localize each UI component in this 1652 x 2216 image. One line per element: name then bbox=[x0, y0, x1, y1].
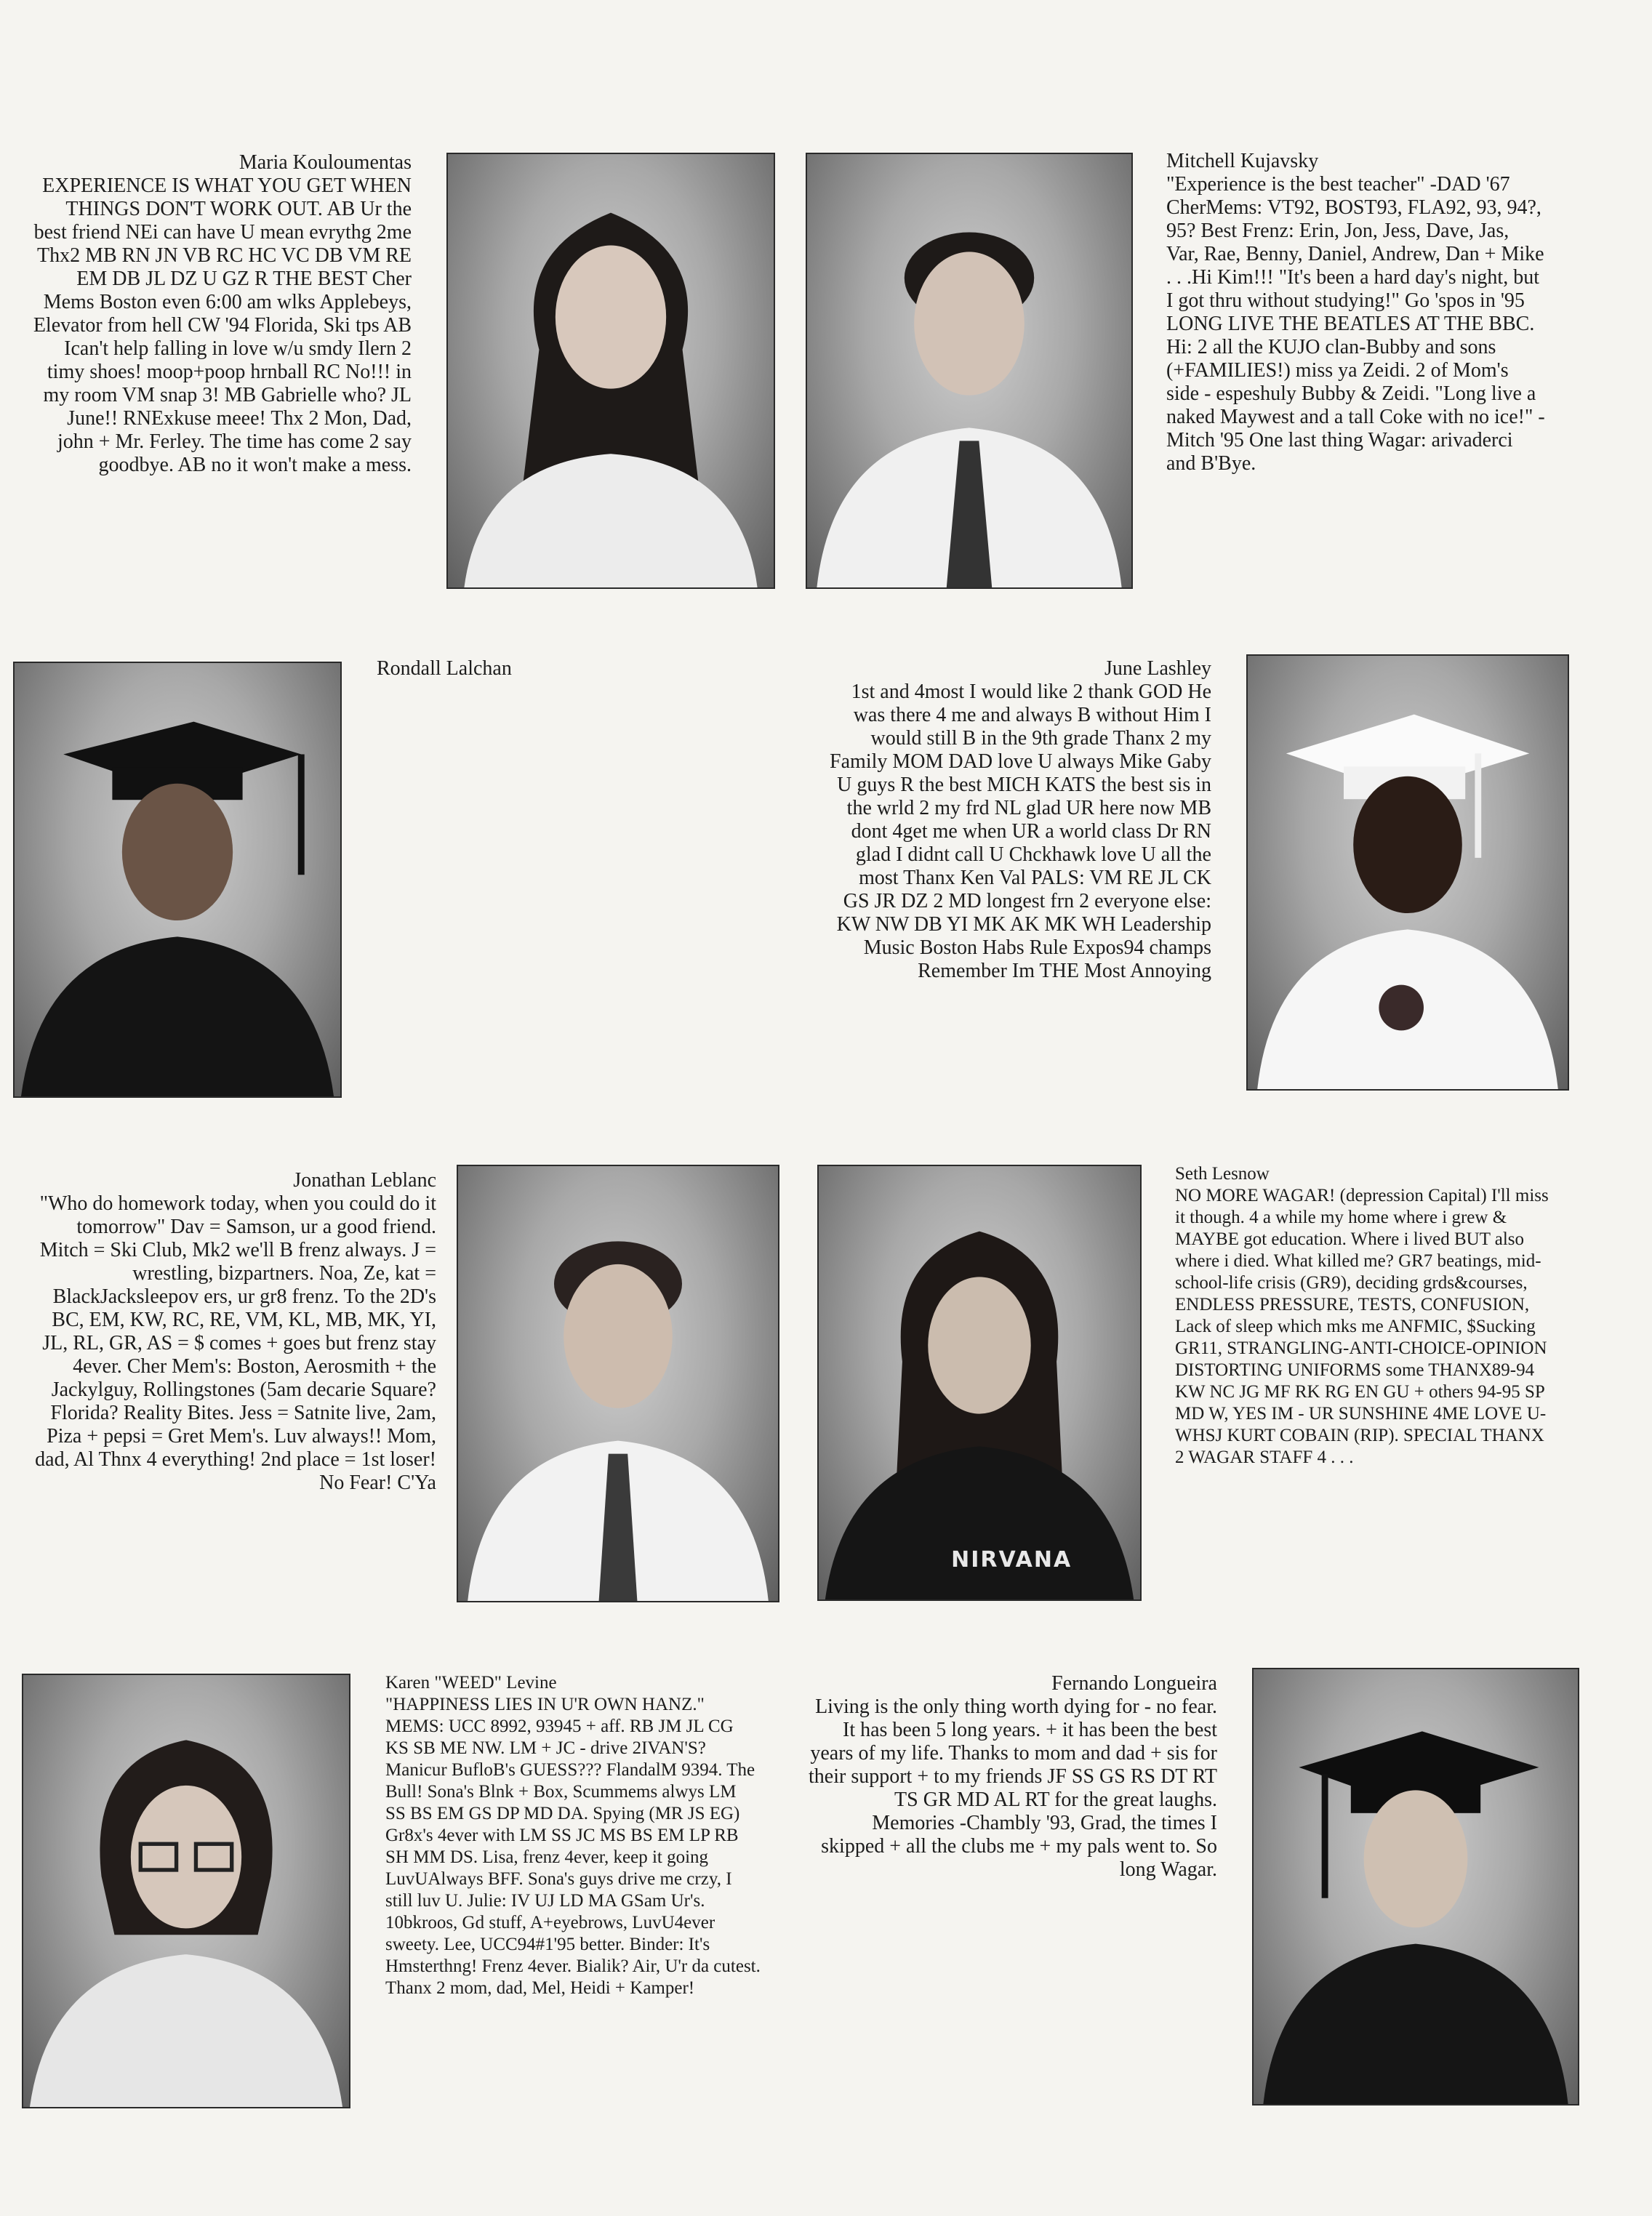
student-name: Jonathan Leblanc bbox=[293, 1169, 436, 1192]
student-photo-lalchan bbox=[13, 662, 342, 1098]
graduation-cap-portrait-icon bbox=[1254, 1669, 1578, 2104]
student-name: June Lashley bbox=[1104, 657, 1211, 680]
student-photo-leblanc bbox=[457, 1165, 779, 1602]
student-message: NO MORE WAGAR! (depression Capital) I'll miss it though. 4 a while my home where i grew & MAYBE got education. Where i lived BUT also where i died. What killed me? GR7 beatings, mid-school-life crisis (GR9), deciding grds&courses, ENDLESS PRESSURE, TESTS, CONFUSION, Lack of sleep which mks me ANFMIC, $Sucking GR11, STRANGLING-ANTI-CHOICE-OPINION DISTORTING UNIFORMS some THANX89-94 KW NC JG MF RK RG EN GU + others 94-95 SP MD W, YES IM - UR SUNSHINE 4ME LOVE U-WHSJ KURT COBAIN (RIP). SPECIAL THANX 2 WAGAR STAFF 4 . . . bbox=[1175, 1186, 1549, 1467]
student-entry-lashley bbox=[829, 657, 1211, 983]
student-message: Living is the only thing worth dying for - no fear. It has been 5 long years. + it has been the best years of my life. Thanks to mom and dad + sis for their support + to my friends JF SS GS RS DT RT TS GR MD AL RT for the great laughs. Memories -Chambly '93, Grad, the times I skipped + all the clubs me + my pals went to. So long Wagar. bbox=[809, 1695, 1217, 1881]
student-photo-levine bbox=[22, 1674, 350, 2108]
portrait-silhouette-icon bbox=[458, 1166, 778, 1601]
graduation-cap-portrait-icon bbox=[1248, 656, 1568, 1089]
graduation-cap-portrait-icon bbox=[15, 663, 340, 1096]
portrait-silhouette-icon bbox=[448, 154, 774, 587]
student-message: 1st and 4most I would like 2 thank GOD He was there 4 me and always B without Him I would still B in the 9th grade Thanx 2 my Family MOM DAD love U always Mike Gaby U guys R the best MICH KATS the best sis in the wrld 2 my frd NL glad UR here now MB dont 4get me when UR a world class Dr RN glad I didnt call U Chckhawk love U all the most Thanx Ken Val PALS: VM RE JL CK GS JR DZ 2 MD longest frn 2 everyone else: KW NW DB YI MK AK MK WH Leadership Music Boston Habs Rule Expos94 champs Remember Im THE Most Annoying bbox=[830, 681, 1211, 982]
student-name: Seth Lesnow bbox=[1175, 1164, 1270, 1184]
portrait-silhouette-icon bbox=[807, 154, 1131, 587]
student-photo-kouloumentas bbox=[446, 153, 775, 589]
student-photo-lashley bbox=[1246, 654, 1569, 1091]
student-entry-kujavsky bbox=[1166, 150, 1546, 475]
student-entry-lalchan bbox=[377, 657, 756, 681]
portrait-silhouette-icon bbox=[819, 1166, 1140, 1599]
student-message: EXPERIENCE IS WHAT YOU GET WHEN THINGS DON'T WORK OUT. AB Ur the best friend NEi can have U mean evrythg 2me Thx2 MB RN JN VB RC HC VC DB VM RE EM DB JL DZ U GZ R THE BEST Cher Mems Boston even 6:00 am wlks Applebeys, Elevator from hell CW '94 Florida, Ski tps AB Ican't help falling in love w/u smdy Ilern 2 timy shoes! moop+poop hrnball RC No!!! in my room VM snap 3! MB Gabrielle who? JL June!! RNExkuse meee! Thx 2 Mon, Dad, john + Mr. Ferley. The time has come 2 say goodbye. AB no it won't make a mess. bbox=[33, 174, 412, 476]
student-photo-lesnow bbox=[817, 1165, 1142, 1601]
student-photo-kujavsky bbox=[806, 153, 1133, 589]
student-name: Rondall Lalchan bbox=[377, 657, 512, 680]
student-entry-longueira bbox=[807, 1672, 1217, 1882]
student-entry-levine bbox=[385, 1672, 761, 1999]
student-entry-leblanc bbox=[29, 1169, 436, 1495]
student-name: Mitchell Kujavsky bbox=[1166, 150, 1319, 172]
student-message: "Who do homework today, when you could do it tomorrow" Dav = Samson, ur a good friend. Mitch = Ski Club, Mk2 we'll B frenz always. J = wrestling, bizpartners. Noa, Ze, kat = BlackJacksleepov ers, ur gr8 frenz. To the 2D's BC, EM, KW, RC, RE, VM, KL, MB, MK, YI, JL, RL, GR, AS = $ comes + goes but frenz stay 4ever. Cher Mem's: Boston, Aerosmith + the Jackylguy, Rollingstones (5am decarie Square? Florida? Reality Bites. Jess = Satnite live, 2am, Piza + pepsi = Gret Mem's. Luv always!! Mom, dad, Al Thnx 4 everything! 2nd place = 1st loser! No Fear! C'Ya bbox=[35, 1192, 436, 1494]
student-name: Maria Kouloumentas bbox=[238, 151, 412, 174]
student-name: Karen "WEED" Levine bbox=[385, 1673, 557, 1693]
student-photo-longueira bbox=[1252, 1668, 1579, 2105]
student-name: Fernando Longueira bbox=[1051, 1672, 1217, 1695]
shirt-print: NIRVANA bbox=[951, 1547, 1072, 1573]
student-message: "HAPPINESS LIES IN U'R OWN HANZ." MEMS: UCC 8992, 93945 + aff. RB JM JL CG KS SB ME NW. LM + JC - drive 2IVAN'S? Manicur BufloB's GUESS??? FlandalM 9394. The Bull! Sona's Blnk + Box, Scummems alwys LM SS BS EM GS DP MD DA. Spying (MR JS EG) Gr8x's 4ever with LM SS JC MS BS EM LP RB SH MM DS. Lisa, frenz 4ever, keep it going LuvUAlways BFF. Sona's guys drive me crzy, I still luv U. Julie: IV UJ LD MA GSam Ur's. 10bkroos, Gd stuff, A+eyebrows, LuvU4ever sweety. Lee, UCC94#1'95 better. Binder: It's Hmsterthng! Frenz 4ever. Bialik? Air, U'r da cutest. Thanx 2 mom, dad, Mel, Heidi + Kamper! bbox=[385, 1695, 761, 1998]
portrait-silhouette-icon bbox=[23, 1675, 349, 2107]
student-message: "Experience is the best teacher" -DAD '67 CherMems: VT92, BOST93, FLA92, 93, 94?, 95? Best Frenz: Erin, Jon, Jess, Dave, Jas, Var, Rae, Benny, Daniel, Andrew, Dan + Mike . . .Hi Kim!!! "It's been a hard day's night, but I got thru without studying!" Go 'spos in '95 LONG LIVE THE BEATLES AT THE BBC. Hi: 2 all the KUJO clan-Bubby and sons (+FAMILIES!) miss ya Zeidi. 2 of Mom's side - espeshuly Bubby & Zeidi. "Long live a naked Maywest and a tall Coke with no ice!" - Mitch '95 One last thing Wagar: arivaderci and B'Bye. bbox=[1166, 173, 1545, 475]
student-entry-kouloumentas bbox=[32, 151, 412, 477]
student-entry-lesnow bbox=[1175, 1163, 1553, 1469]
